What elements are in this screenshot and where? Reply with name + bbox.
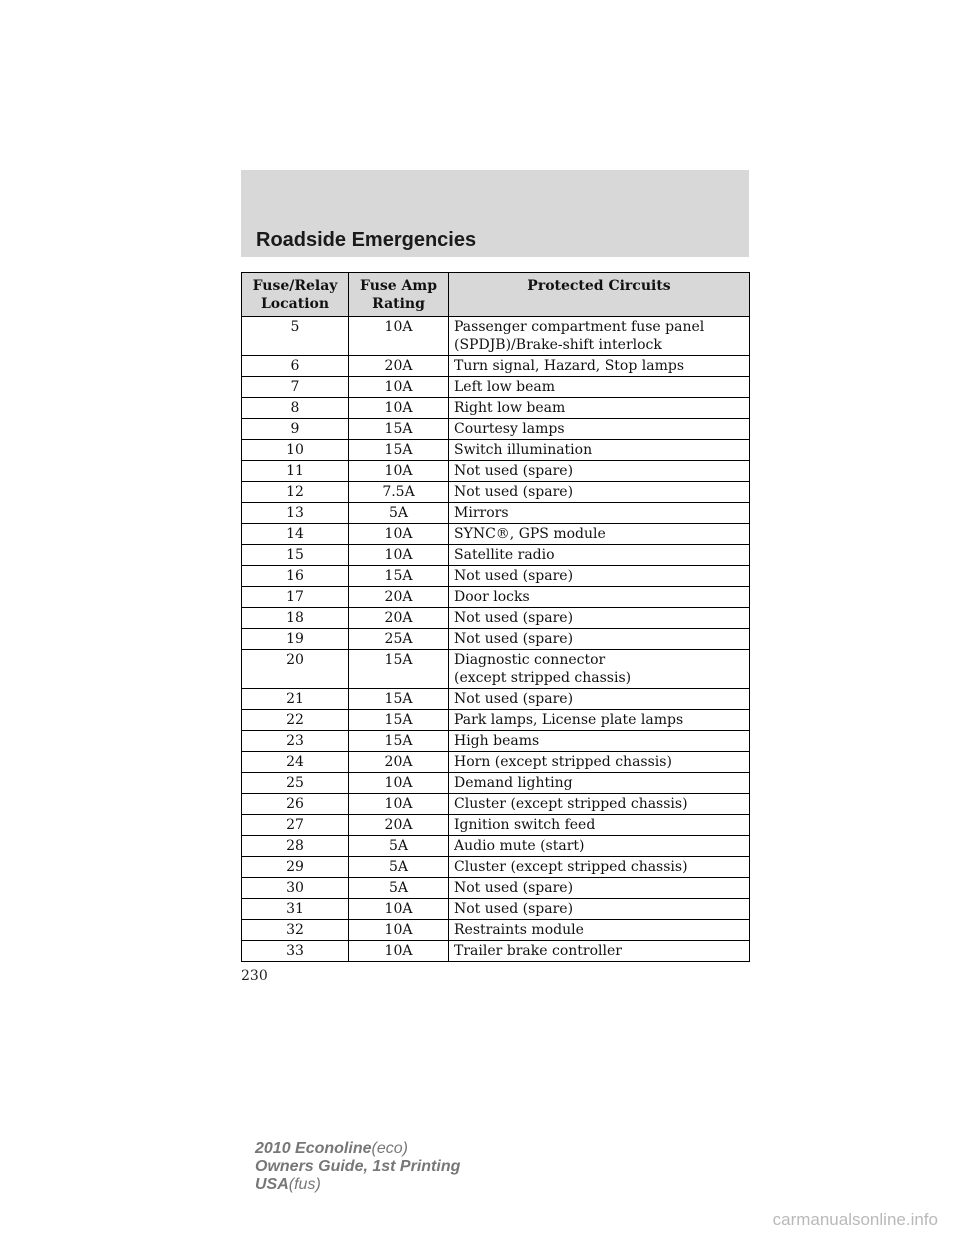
table-row (242, 899, 750, 920)
fuse-location-cell: 29 (242, 857, 349, 878)
table-row (242, 587, 750, 608)
fuse-rating-cell: 10A (349, 920, 449, 941)
fuse-table (241, 272, 750, 962)
fuse-rating-cell: 15A (349, 710, 449, 731)
table-row (242, 461, 750, 482)
fuse-location-cell: 5 (242, 317, 349, 356)
fuse-location-cell: 6 (242, 356, 349, 377)
table-row (242, 440, 750, 461)
circuit-text-line: Mirrors (454, 505, 509, 521)
fuse-rating-cell: 15A (349, 689, 449, 710)
fuse-location-cell: 32 (242, 920, 349, 941)
fuse-location-cell: 15 (242, 545, 349, 566)
circuit-text-line: Not used (spare) (454, 631, 574, 647)
circuit-text-line: Restraints module (454, 922, 584, 938)
fuse-location-cell: 21 (242, 689, 349, 710)
circuit-text-line: Courtesy lamps (454, 421, 565, 437)
fuse-location-cell: 26 (242, 794, 349, 815)
circuit-text-line: Satellite radio (454, 547, 555, 563)
table-row (242, 878, 750, 899)
table-row (242, 356, 750, 377)
fuse-rating-cell: 10A (349, 941, 449, 962)
circuit-text-line: Not used (spare) (454, 568, 574, 584)
protected-circuits-cell (449, 317, 750, 356)
table-row (242, 524, 750, 545)
fuse-location-cell: 17 (242, 587, 349, 608)
fuse-rating-cell: 20A (349, 815, 449, 836)
table-row (242, 794, 750, 815)
footer-line-1: 2010 Econoline(eco) (255, 1140, 408, 1157)
fuse-location-cell: 30 (242, 878, 349, 899)
protected-circuits-cell (449, 941, 750, 962)
fuse-location-cell: 18 (242, 608, 349, 629)
fuse-location-cell: 11 (242, 461, 349, 482)
table-row (242, 317, 750, 356)
protected-circuits-cell (449, 650, 750, 689)
fuse-rating-cell: 15A (349, 731, 449, 752)
protected-circuits-cell (449, 689, 750, 710)
fuse-rating-cell: 20A (349, 587, 449, 608)
protected-circuits-cell (449, 731, 750, 752)
protected-circuits-cell (449, 356, 750, 377)
circuit-text-line: Not used (spare) (454, 691, 574, 707)
circuit-text-line: Ignition switch feed (454, 817, 596, 833)
fuse-rating-cell: 10A (349, 461, 449, 482)
table-row (242, 773, 750, 794)
fuse-rating-cell: 10A (349, 899, 449, 920)
table-row (242, 398, 750, 419)
fuse-location-cell: 9 (242, 419, 349, 440)
footer (255, 1140, 460, 1194)
circuit-text-line: Cluster (except stripped chassis) (454, 859, 688, 875)
fuse-location-cell: 27 (242, 815, 349, 836)
table-row (242, 608, 750, 629)
fuse-location-cell: 10 (242, 440, 349, 461)
fuse-location-cell: 19 (242, 629, 349, 650)
watermark: carmanualsonline.info (772, 1210, 938, 1229)
protected-circuits-cell (449, 899, 750, 920)
fuse-rating-cell: 10A (349, 773, 449, 794)
table-row (242, 920, 750, 941)
table-row (242, 503, 750, 524)
fuse-location-cell: 16 (242, 566, 349, 587)
fuse-rating-cell: 15A (349, 440, 449, 461)
circuit-text-line: Not used (spare) (454, 880, 574, 896)
fuse-location-cell: 12 (242, 482, 349, 503)
circuit-text-line: Passenger compartment fuse panel (454, 319, 705, 335)
table-row (242, 377, 750, 398)
fuse-rating-cell: 5A (349, 503, 449, 524)
table-row (242, 752, 750, 773)
fuse-rating-cell: 10A (349, 377, 449, 398)
fuse-rating-cell: 15A (349, 419, 449, 440)
fuse-rating-cell: 10A (349, 317, 449, 356)
page-number: 230 (241, 968, 268, 984)
fuse-rating-cell: 7.5A (349, 482, 449, 503)
table-row (242, 566, 750, 587)
table-row (242, 710, 750, 731)
circuit-text-line: Switch illumination (454, 442, 593, 458)
circuit-text-line: Cluster (except stripped chassis) (454, 796, 688, 812)
table-row (242, 941, 750, 962)
fuse-location-cell: 13 (242, 503, 349, 524)
section-title: Roadside Emergencies (256, 229, 477, 251)
circuit-text-line: Audio mute (start) (454, 838, 585, 854)
circuit-text-line: SYNC®, GPS module (454, 526, 606, 542)
fuse-rating-cell: 15A (349, 566, 449, 587)
protected-circuits-cell (449, 587, 750, 608)
fuse-rating-cell: 5A (349, 878, 449, 899)
table-row (242, 815, 750, 836)
fuse-location-cell: 20 (242, 650, 349, 689)
table-row (242, 857, 750, 878)
circuit-text-line: Trailer brake controller (454, 943, 622, 959)
fuse-location-cell: 25 (242, 773, 349, 794)
protected-circuits-cell (449, 440, 750, 461)
circuit-text-line: Turn signal, Hazard, Stop lamps (454, 358, 685, 374)
table-body (242, 317, 750, 962)
fuse-rating-cell: 20A (349, 752, 449, 773)
fuse-location-cell: 24 (242, 752, 349, 773)
fuse-location-cell: 22 (242, 710, 349, 731)
fuse-location-cell: 33 (242, 941, 349, 962)
fuse-rating-cell: 25A (349, 629, 449, 650)
circuit-text-line: Horn (except stripped chassis) (454, 754, 672, 770)
protected-circuits-cell (449, 794, 750, 815)
circuit-text-line: Left low beam (454, 379, 556, 395)
circuit-text-line: Not used (spare) (454, 901, 574, 917)
table-header-row (242, 273, 750, 317)
table-row (242, 689, 750, 710)
protected-circuits-cell (449, 377, 750, 398)
protected-circuits-cell (449, 398, 750, 419)
circuit-text-line: (SPDJB)/Brake-shift interlock (454, 337, 662, 353)
fuse-location-cell: 28 (242, 836, 349, 857)
fuse-location-cell: 7 (242, 377, 349, 398)
circuit-text-line: Diagnostic connector (454, 652, 606, 668)
fuse-location-cell: 31 (242, 899, 349, 920)
fuse-location-cell: 14 (242, 524, 349, 545)
table-row (242, 836, 750, 857)
footer-line-3: USA(fus) (255, 1176, 321, 1193)
circuit-text-line: Not used (spare) (454, 484, 574, 500)
fuse-location-cell: 8 (242, 398, 349, 419)
header-circuits: Protected Circuits (449, 273, 750, 317)
protected-circuits-cell (449, 461, 750, 482)
table-row (242, 419, 750, 440)
circuit-text-line: Park lamps, License plate lamps (454, 712, 684, 728)
fuse-rating-cell: 10A (349, 794, 449, 815)
protected-circuits-cell (449, 608, 750, 629)
protected-circuits-cell (449, 503, 750, 524)
fuse-rating-cell: 5A (349, 857, 449, 878)
protected-circuits-cell (449, 752, 750, 773)
fuse-rating-cell: 10A (349, 398, 449, 419)
circuit-text-line: Demand lighting (454, 775, 573, 791)
fuse-rating-cell: 10A (349, 524, 449, 545)
table-row (242, 545, 750, 566)
protected-circuits-cell (449, 878, 750, 899)
footer-line-2: Owners Guide, 1st Printing (255, 1158, 461, 1175)
protected-circuits-cell (449, 545, 750, 566)
table-row (242, 482, 750, 503)
circuit-text-line: High beams (454, 733, 540, 749)
protected-circuits-cell (449, 566, 750, 587)
protected-circuits-cell (449, 524, 750, 545)
table-row (242, 650, 750, 689)
protected-circuits-cell (449, 710, 750, 731)
protected-circuits-cell (449, 815, 750, 836)
protected-circuits-cell (449, 773, 750, 794)
fuse-rating-cell: 20A (349, 608, 449, 629)
header-location: Fuse/Relay Location (242, 273, 349, 317)
protected-circuits-cell (449, 419, 750, 440)
fuse-rating-cell: 15A (349, 650, 449, 689)
table-row (242, 629, 750, 650)
table-row (242, 731, 750, 752)
circuit-text-line: Right low beam (454, 400, 566, 416)
fuse-rating-cell: 10A (349, 545, 449, 566)
fuse-location-cell: 23 (242, 731, 349, 752)
protected-circuits-cell (449, 857, 750, 878)
protected-circuits-cell (449, 629, 750, 650)
circuit-text-line: Not used (spare) (454, 610, 574, 626)
circuit-text-line: Door locks (454, 589, 530, 605)
protected-circuits-cell (449, 836, 750, 857)
fuse-rating-cell: 20A (349, 356, 449, 377)
header-rating: Fuse Amp Rating (349, 273, 449, 317)
fuse-rating-cell: 5A (349, 836, 449, 857)
protected-circuits-cell (449, 920, 750, 941)
circuit-text-line: (except stripped chassis) (454, 670, 632, 686)
circuit-text-line: Not used (spare) (454, 463, 574, 479)
protected-circuits-cell (449, 482, 750, 503)
